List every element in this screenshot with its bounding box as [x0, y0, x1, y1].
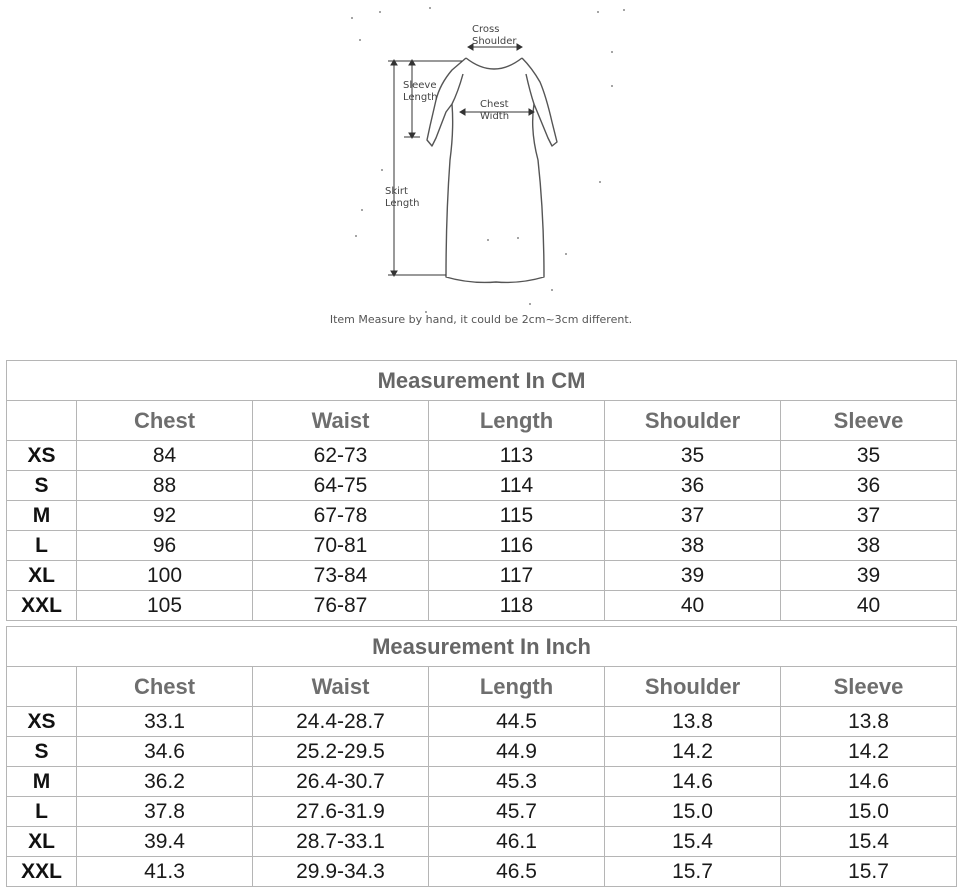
- size-label: L: [7, 797, 77, 827]
- table-row: [7, 591, 957, 621]
- table-row: [7, 737, 957, 767]
- table-cell: 84: [77, 441, 253, 471]
- table-cell: 35: [781, 441, 957, 471]
- table-row: [7, 857, 957, 887]
- table-cell: 33.1: [77, 707, 253, 737]
- column-header: Shoulder: [605, 667, 781, 707]
- table-row: [7, 471, 957, 501]
- table-cell: 27.6-31.9: [253, 797, 429, 827]
- table-cell: 36: [605, 471, 781, 501]
- table-cell: 39: [605, 561, 781, 591]
- size-label: XXL: [7, 591, 77, 621]
- inch-header-row: [7, 667, 957, 707]
- table-cell: 38: [605, 531, 781, 561]
- size-label: XXL: [7, 857, 77, 887]
- corner-cell: [7, 401, 77, 441]
- table-cell: 13.8: [781, 707, 957, 737]
- size-label: M: [7, 501, 77, 531]
- table-cell: 41.3: [77, 857, 253, 887]
- table-cell: 73-84: [253, 561, 429, 591]
- sleeve-length-label: Sleeve Length: [403, 80, 438, 103]
- table-cell: 115: [429, 501, 605, 531]
- size-label: XS: [7, 707, 77, 737]
- table-cell: 36: [781, 471, 957, 501]
- table-cell: 64-75: [253, 471, 429, 501]
- table-cell: 116: [429, 531, 605, 561]
- table-row: [7, 797, 957, 827]
- column-header: Length: [429, 401, 605, 441]
- table-cell: 14.2: [781, 737, 957, 767]
- table-cell: 24.4-28.7: [253, 707, 429, 737]
- column-header: Chest: [77, 401, 253, 441]
- cm-size-table: [6, 360, 957, 621]
- table-cell: 38: [781, 531, 957, 561]
- inch-table-body: [7, 627, 957, 887]
- column-header: Waist: [253, 667, 429, 707]
- measurement-diagram: [0, 0, 962, 340]
- table-cell: 40: [781, 591, 957, 621]
- inch-size-table: [6, 626, 957, 887]
- table-cell: 37.8: [77, 797, 253, 827]
- table-row: [7, 827, 957, 857]
- table-row: [7, 707, 957, 737]
- chest-width-label: Chest Width: [480, 99, 510, 122]
- size-label: XL: [7, 561, 77, 591]
- table-cell: 45.7: [429, 797, 605, 827]
- table-cell: 34.6: [77, 737, 253, 767]
- table-cell: 44.9: [429, 737, 605, 767]
- cm-header-row: [7, 401, 957, 441]
- table-cell: 13.8: [605, 707, 781, 737]
- table-cell: 15.0: [605, 797, 781, 827]
- table-cell: 14.2: [605, 737, 781, 767]
- size-label: L: [7, 531, 77, 561]
- table-row: [7, 441, 957, 471]
- table-cell: 113: [429, 441, 605, 471]
- table-cell: 114: [429, 471, 605, 501]
- table-cell: 28.7-33.1: [253, 827, 429, 857]
- table-cell: 15.4: [781, 827, 957, 857]
- table-cell: 62-73: [253, 441, 429, 471]
- table-row: [7, 767, 957, 797]
- table-cell: 26.4-30.7: [253, 767, 429, 797]
- size-label: M: [7, 767, 77, 797]
- column-header: Sleeve: [781, 401, 957, 441]
- table-cell: 70-81: [253, 531, 429, 561]
- size-label: S: [7, 471, 77, 501]
- table-cell: 39.4: [77, 827, 253, 857]
- table-cell: 15.7: [781, 857, 957, 887]
- column-header: Waist: [253, 401, 429, 441]
- size-label: XL: [7, 827, 77, 857]
- table-cell: 15.0: [781, 797, 957, 827]
- inch-table-title: Measurement In Inch: [7, 627, 957, 667]
- table-cell: 46.1: [429, 827, 605, 857]
- table-cell: 39: [781, 561, 957, 591]
- table-cell: 118: [429, 591, 605, 621]
- cm-table-body: [7, 361, 957, 621]
- corner-cell: [7, 667, 77, 707]
- measure-note: Item Measure by hand, it could be 2cm~3cm different.: [329, 313, 633, 326]
- table-cell: 46.5: [429, 857, 605, 887]
- column-header: Sleeve: [781, 667, 957, 707]
- size-label: S: [7, 737, 77, 767]
- table-cell: 36.2: [77, 767, 253, 797]
- size-label: XS: [7, 441, 77, 471]
- table-cell: 67-78: [253, 501, 429, 531]
- table-cell: 15.4: [605, 827, 781, 857]
- table-cell: 14.6: [605, 767, 781, 797]
- column-header: Chest: [77, 667, 253, 707]
- table-cell: 37: [605, 501, 781, 531]
- table-cell: 44.5: [429, 707, 605, 737]
- table-cell: 35: [605, 441, 781, 471]
- table-cell: 14.6: [781, 767, 957, 797]
- table-cell: 117: [429, 561, 605, 591]
- column-header: Length: [429, 667, 605, 707]
- table-cell: 76-87: [253, 591, 429, 621]
- table-row: [7, 561, 957, 591]
- cm-title-row: [7, 361, 957, 401]
- table-cell: 25.2-29.5: [253, 737, 429, 767]
- dress-outline-icon: [0, 0, 962, 340]
- cm-table-title: Measurement In CM: [7, 361, 957, 401]
- cross-shoulder-label: Cross Shoulder: [472, 24, 517, 47]
- table-cell: 45.3: [429, 767, 605, 797]
- table-cell: 96: [77, 531, 253, 561]
- table-cell: 92: [77, 501, 253, 531]
- table-row: [7, 531, 957, 561]
- skirt-length-label: Skirt Length: [385, 186, 420, 209]
- table-cell: 15.7: [605, 857, 781, 887]
- column-header: Shoulder: [605, 401, 781, 441]
- table-row: [7, 501, 957, 531]
- table-cell: 40: [605, 591, 781, 621]
- table-cell: 88: [77, 471, 253, 501]
- table-cell: 37: [781, 501, 957, 531]
- table-cell: 105: [77, 591, 253, 621]
- inch-title-row: [7, 627, 957, 667]
- table-cell: 100: [77, 561, 253, 591]
- table-cell: 29.9-34.3: [253, 857, 429, 887]
